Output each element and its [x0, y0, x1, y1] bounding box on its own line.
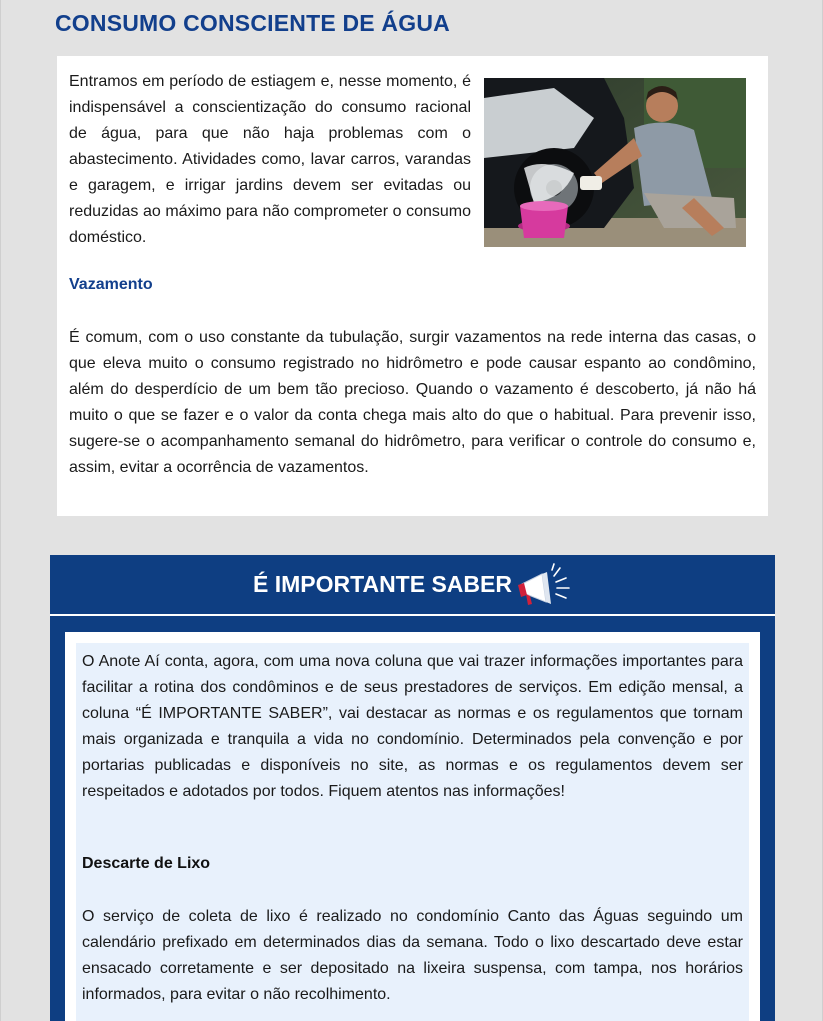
leak-subheading: Vazamento — [69, 276, 153, 293]
leak-paragraph: É comum, com o uso constante da tubulação, surgir vazamentos na rede interna das casas, o que eleva muito o consumo registrado no hidrômetro e pode causar espanto ao condômino, além do desperdício de um bem tão precioso. Quando o vazamento é descoberto, já não há muito o que se fazer e o valor da conta chega mais alto do que o habitual. Para prevenir isso, sugere-se o acompanhamento semanal do hidrômetro, para verificar o controle do consumo e, assim, evitar a ocorrência de vazamentos. — [69, 329, 756, 476]
section-title: CONSUMO CONSCIENTE DE ÁGUA — [55, 10, 450, 36]
intro-paragraph: Entramos em período de estiagem e, nesse momento, é indispensável a conscientização do consumo racional de água, para que não haja problemas com o abastecimento. Atividades como, lavar carros, varandas e garagem, e irrigar jardins devem ser evitadas ou reduzidas ao máximo para não comprometer o consumo doméstico. — [69, 73, 471, 246]
garbage-paragraph: O serviço de coleta de lixo é realizado no condomínio Canto das Águas seguindo um calendário prefixado em determinados dias da semana. Todo o lixo descartado deve estar ensacado corretamente e ser depositado na lixeira suspensa, com tampa, nos horários informados, para evitar o não recolhimento. — [82, 908, 743, 1003]
banner-title: É IMPORTANTE SABER — [253, 571, 512, 597]
column-intro-paragraph: O Anote Aí conta, agora, com uma nova coluna que vai trazer informações importantes para facilitar a rotina dos condôminos e de seus prestadores de serviços. Em edição mensal, a coluna “É IMPORTANTE SABER”, vai destacar as normas e os regulamentos que tornam mais organizada e tranquila a vida no condomínio. Determinados pela convenção e por portarias publicadas e disponíveis no site, as normas e os regulamentos devem ser respeitados e adotados por todos. Fiquem atentos nas informações! — [82, 653, 743, 800]
garbage-subheading: Descarte de Lixo — [82, 855, 211, 872]
info-panel — [76, 643, 749, 1021]
banner-header — [50, 555, 775, 614]
car-washing-photo — [484, 78, 746, 247]
megaphone-icon — [516, 562, 572, 608]
car-washing-illustration — [484, 78, 746, 247]
water-consumption-card — [57, 56, 768, 516]
important-info-banner — [50, 555, 775, 1021]
banner-divider — [50, 614, 775, 616]
info-panel-frame — [65, 632, 760, 1021]
